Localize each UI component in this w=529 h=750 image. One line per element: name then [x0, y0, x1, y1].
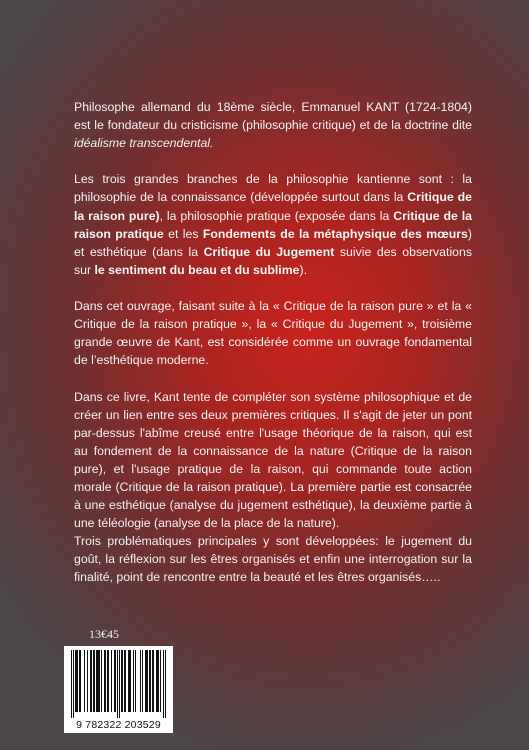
barcode-bar [160, 650, 161, 712]
price-label: 13€45 [89, 627, 119, 641]
barcode-bar [147, 650, 148, 712]
barcode-bar [117, 650, 118, 718]
barcode-bar [107, 650, 108, 712]
text-run: suivie des observations sur [74, 244, 472, 277]
text-run: , la philosophie pratique (exposée dans la [159, 208, 394, 223]
text-run: Dans ce livre, Kant tente de compléter son système philosophique et de créer un lien entre ses deux premières critiques. Il s'agit de jeter un pont par-dessus l'abîme creusé entre l'usage théorique de la raison, qui est au fondement de la connaissance de la nature (Critique de la raison pure), et l'usage pratique de la raison, qui commande toute action morale (Critique de la raison pratique). La première partie est consacrée à une esthétique (analyse du jugement esthétique), la deuxième partie à une téléologie (analyse de la place de la nature). [74, 389, 472, 531]
barcode-bar [101, 650, 102, 712]
barcode-bar [93, 650, 94, 712]
paragraph-intro [74, 98, 472, 152]
barcode-bar [76, 650, 77, 712]
text-run: Fondements de la métaphysique des mœurs [202, 226, 468, 241]
barcode-bar [79, 650, 80, 712]
text-run: Critique de la raison pure) [74, 190, 472, 223]
barcode-bar [108, 650, 109, 712]
text-run: Les trois grandes branches de la philosophie kantienne sont : la philosophie de la connaissance (développée surtout dans la [74, 172, 472, 205]
text-run: Critique du Jugement [203, 244, 335, 259]
barcode-bar [130, 650, 131, 712]
barcode-bar [104, 650, 105, 712]
barcode-bars [68, 650, 169, 718]
barcode-bar [145, 650, 146, 712]
back-cover-text [74, 98, 472, 587]
barcode-bar [133, 650, 134, 712]
barcode-bar [121, 650, 122, 712]
text-run: Dans cet ouvrage, faisant suite à la « Critique de la raison pure » et la « Critique de la raison pratique », la « Critique du Jugement », troisième grande œuvre de Kant, est considérée comme un ouvrage fondamental de l’esthétique moderne. [74, 299, 472, 368]
paragraph-problematics [74, 532, 472, 586]
barcode-bar [125, 650, 126, 712]
barcode-bar [115, 650, 116, 712]
text-run: ) et esthétique (dans la [74, 226, 473, 259]
barcode-bar [114, 650, 115, 712]
isbn-digits: 9 782322 203529 [76, 719, 161, 731]
paragraph-work [74, 297, 472, 369]
barcode-bar [153, 650, 154, 712]
barcode-bar [87, 650, 88, 712]
barcode-bar [165, 650, 166, 718]
barcode-bar [158, 650, 159, 712]
barcode-bar [77, 650, 78, 712]
text-run: ). [299, 262, 307, 277]
barcode-bar [122, 650, 123, 712]
paragraph-branches [74, 170, 472, 279]
text-run: Trois problématiques principales y sont développées: le jugement du goût, la réflexion sur les êtres organisés et enfin une interrogation sur la finalité, point de rencontre entre la beauté et les êtres organisés….. [74, 534, 472, 585]
barcode-bar [97, 650, 98, 712]
barcode-bar [124, 650, 125, 712]
barcode-bar [119, 650, 120, 718]
text-run: et les [163, 226, 203, 241]
barcode-bar [156, 650, 157, 712]
barcode-bar [94, 650, 95, 712]
barcode-bar [105, 650, 106, 712]
barcode-bar [129, 650, 130, 712]
text-run: Critique de la raison pratique [74, 208, 472, 241]
barcode-bar [98, 650, 99, 712]
barcode-bar [71, 650, 72, 718]
barcode-bar [157, 650, 158, 712]
barcode-bar [142, 650, 143, 712]
barcode-bar [80, 650, 81, 712]
barcode-bar [111, 650, 112, 712]
barcode-bar [96, 650, 97, 712]
barcode-bar [152, 650, 153, 712]
barcode-bar [135, 650, 136, 712]
barcode-bar [84, 650, 85, 712]
barcode-bar [91, 650, 92, 712]
barcode-bar [99, 650, 100, 712]
barcode-bar [146, 650, 147, 712]
isbn-barcode [64, 646, 173, 733]
barcode-bar [128, 650, 129, 712]
paragraph-book [74, 388, 472, 533]
barcode-bar [149, 650, 150, 712]
text-run: Philosophe allemand du 18ème siècle, Emmanuel KANT (1724-1804) est le fondateur du cristicisme (philosophie critique) et de la doctrine dite [74, 100, 472, 133]
barcode-bar [150, 650, 151, 712]
text-run: idéalisme transcendental. [74, 136, 214, 151]
text-run: le sentiment du beau et du sublime [94, 262, 300, 277]
barcode-bar [90, 650, 91, 712]
barcode-bar [140, 650, 141, 712]
barcode-bar [73, 650, 74, 718]
barcode-bar [163, 650, 164, 718]
barcode-bar [75, 650, 76, 712]
